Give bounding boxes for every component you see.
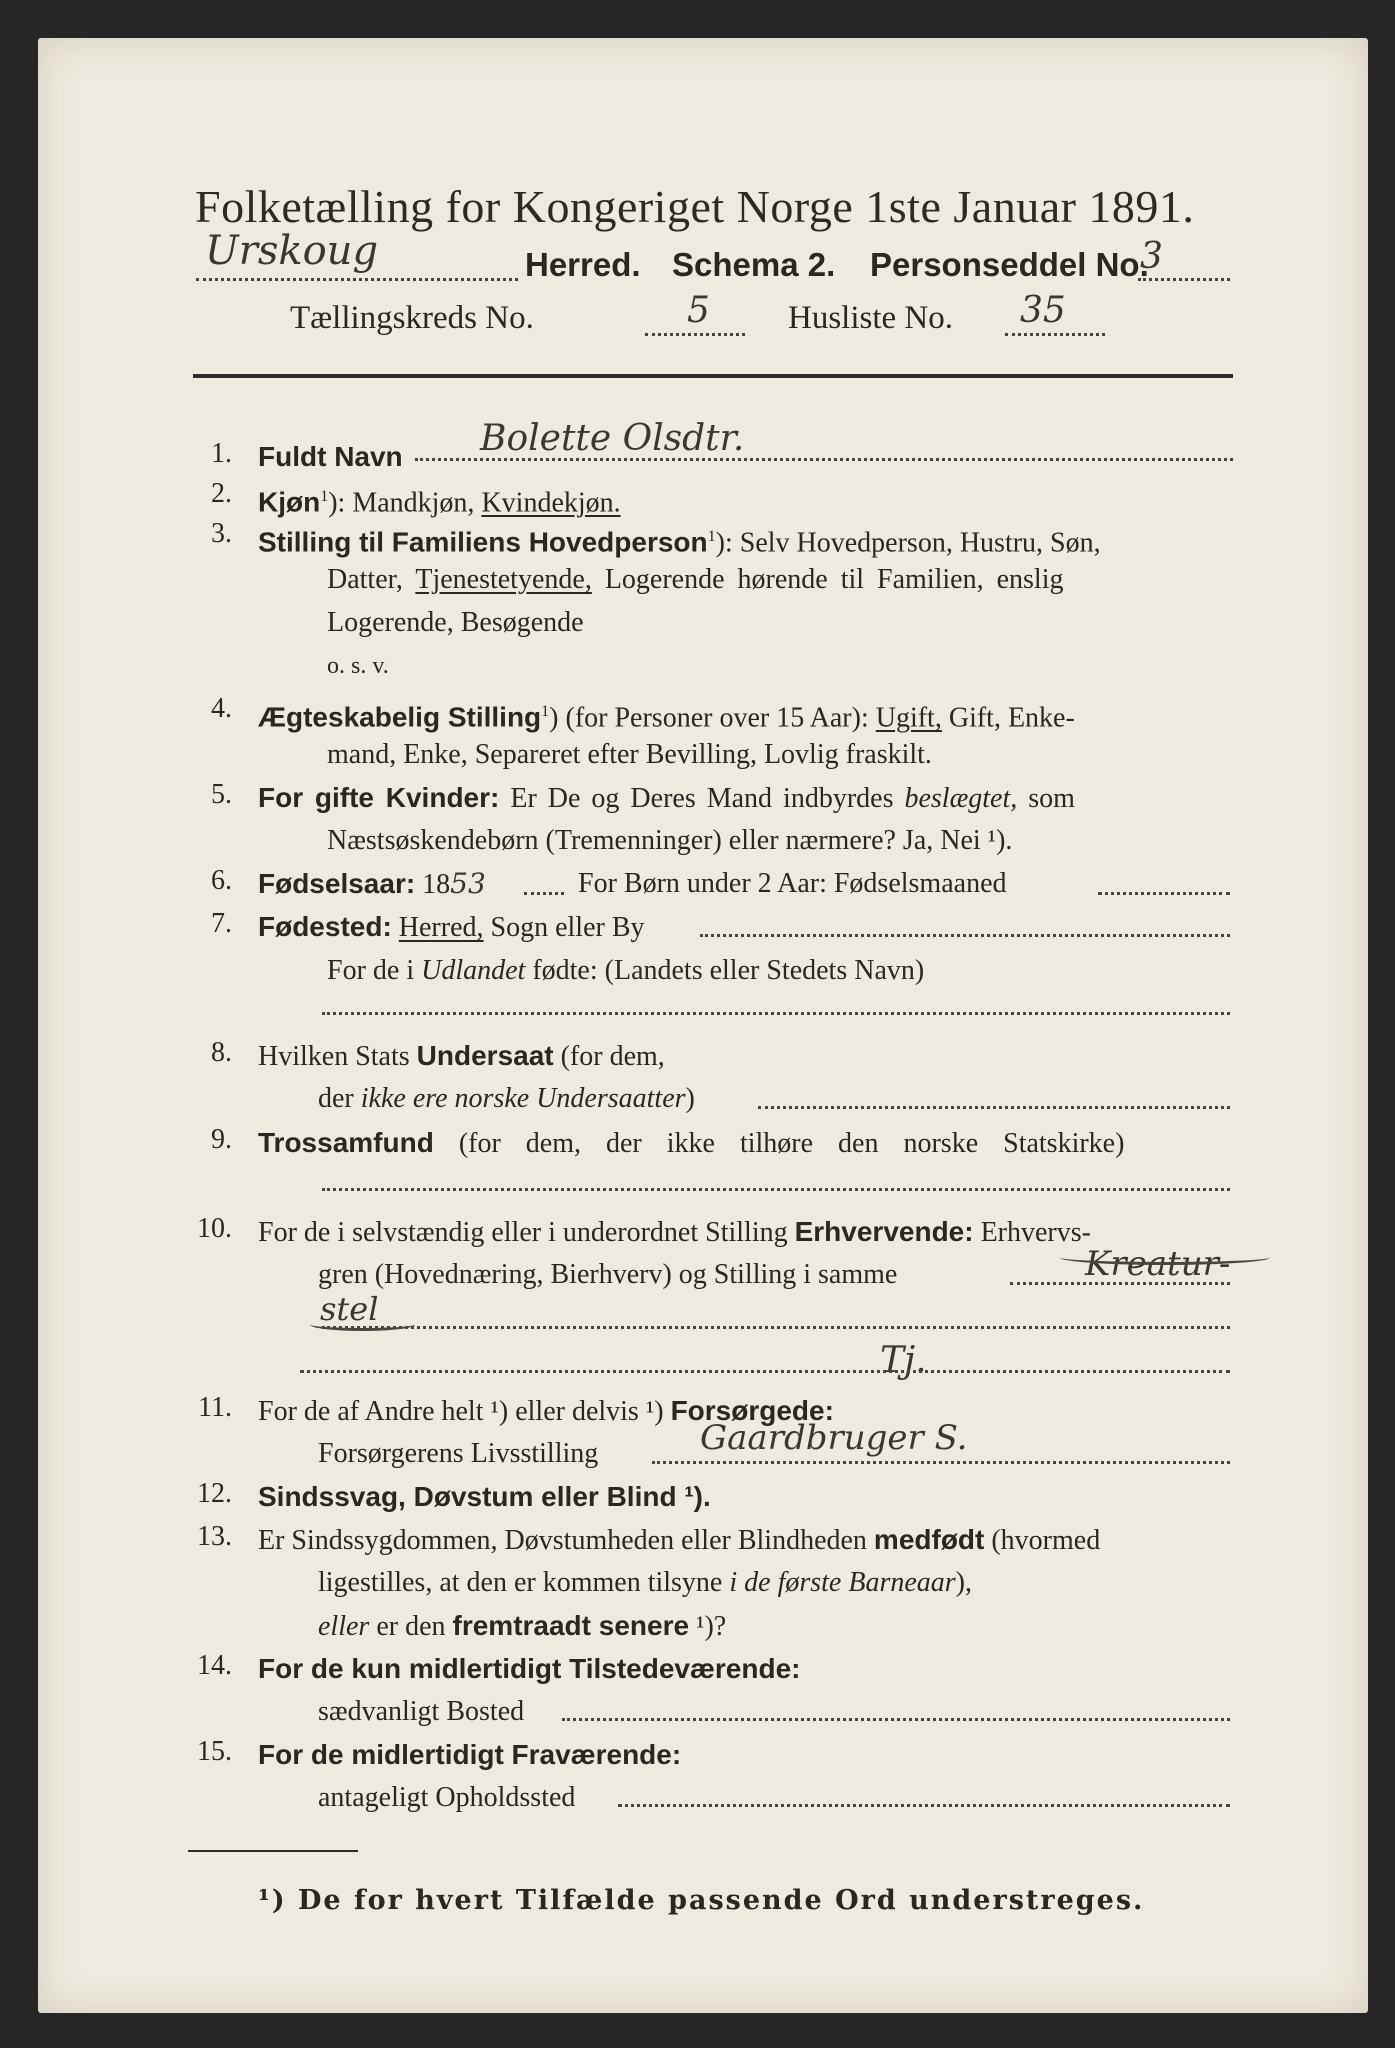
item-4-label: Ægteskabelig Stilling [258,701,542,733]
item-8-line-1: Hvilken Stats Undersaat (for dem, [258,1040,665,1072]
item-2-options: ): Mandkjøn, [328,487,475,519]
item-11-line-1: For de af Andre helt ¹) eller delvis ¹) Forsørgede: [258,1395,834,1427]
item-6-year-dots [524,892,564,895]
item-4-selected-ugift: Ugift, [875,702,942,734]
personseddel-dotted-line [1138,278,1230,281]
item-11-number: 11. [198,1392,232,1423]
item-2-number: 2. [211,478,232,509]
item-10-answer-line-2 [300,1370,1230,1373]
header-rule [193,374,1233,378]
item-3-line-1: Stilling til Familiens Hovedperson$^1$): Selv Hovedperson, Hustru, Søn, [258,526,1101,559]
item-12-number: 12. [197,1478,232,1509]
herred-value: Urskoug [205,228,379,274]
item-3-line-3: Logerende, Besøgende [327,607,584,638]
item-6-number: 6. [211,865,232,896]
item-8-dotted-line [758,1106,1230,1109]
item-3-number: 3. [211,518,232,549]
item-1-number: 1. [211,438,232,469]
footnote-rule [188,1850,358,1852]
schema-label: Schema 2. [672,246,836,283]
item-1-value-name: Bolette Olsdtr. [480,418,745,459]
item-11-line-2: Forsørgerens Livsstilling [318,1438,599,1469]
item-8-number: 8. [211,1037,232,1068]
item-3-label: Stilling til Familiens Hovedperson [258,526,708,558]
item-10-line-1: For de i selvstændig eller i underordnet Stilling Erhvervende: Erhvervs- [258,1216,1091,1248]
item-7-answer-line [322,1012,1230,1015]
husliste-label: Husliste No. [788,300,953,336]
item-6-year-value: 53 [450,867,486,900]
husliste-value: 35 [1020,290,1066,331]
item-10-answer-line-1 [322,1326,1230,1329]
item-13-line-2: ligestilles, at den er kommen tilsyne i de første Barneaar), [318,1567,972,1598]
item-10-number: 10. [197,1213,232,1244]
item-13-line-1: Er Sindssygdommen, Døvstumheden eller Blindheden medfødt (hvormed [258,1524,1101,1556]
item-14-label: For de kun midlertidigt Tilstedeværende: [258,1653,801,1684]
husliste-dotted-line [1005,333,1105,336]
item-11-value: Gaardbruger S. [700,1418,968,1458]
herred-dotted-line [196,278,518,281]
item-12-label: Sindssvag, Døvstum eller Blind ¹). [258,1481,711,1512]
item-10-value-kreatur: Kreatur- [1085,1244,1231,1284]
footnote: ¹) De for hvert Tilfælde passende Ord understreges. [258,1885,1145,1916]
item-4-number: 4. [211,693,232,724]
item-5-number: 5. [211,779,232,810]
kreds-value: 5 [687,290,710,331]
item-2-label: Kjøn [258,486,321,518]
herred-label: Herred. [525,246,641,283]
item-15-number: 15. [197,1736,232,1767]
item-15-line-2: antageligt Opholdssted [318,1782,576,1813]
item-11-dotted-line [652,1461,1230,1464]
item-13-number: 13. [197,1521,232,1552]
item-3-line-2: Datter, Tjenestetyende, Logerende hørende til Familien, enslig [327,564,1064,595]
item-14-line-2: sædvanligt Bosted [318,1696,525,1727]
item-15-dotted-line [618,1804,1230,1807]
item-6-dotted-line [1098,892,1230,895]
item-14-dotted-line [562,1718,1230,1721]
item-1-label: Fuldt Navn [258,441,403,472]
item-7-selected-herred: Herred, [398,912,484,943]
item-6-rest: For Børn under 2 Aar: Fødselsmaaned [578,868,1007,899]
item-9-number: 9. [211,1124,232,1155]
item-13-line-3: eller er den fremtraadt senere ¹)? [318,1610,727,1642]
item-7-dotted-line [700,934,1230,937]
kreds-label: Tællingskreds No. [290,300,534,336]
item-10-stroke-2 [310,1318,415,1331]
personseddel-label: Personseddel No. [870,246,1149,283]
item-7-number: 7. [211,908,232,939]
item-2-selected-kvindekjon: Kvindekjøn. [481,487,621,519]
item-2-footnote-mark: 1 [320,488,329,505]
kreds-dotted-line [645,333,745,336]
item-3-selected-tjenestetyende: Tjenestetyende, [415,564,592,595]
item-4-line-1: Ægteskabelig Stilling$^1$) (for Personer over 15 Aar): Ugift, Gift, Enke- [258,701,1075,734]
item-10-mark: Tj. [880,1340,927,1381]
item-7-line-1: Fødested: Herred, Sogn eller By [258,911,645,943]
item-10-line-2: gren (Hovednæring, Bierhverv) og Stilling i samme [318,1259,898,1290]
form-title: Folketælling for Kongeriget Norge 1ste Januar 1891. [195,181,1195,232]
personseddel-value: 3 [1140,236,1163,277]
item-9-line-1: Trossamfund (for dem, der ikke tilhøre den norske Statskirke) [258,1127,1125,1159]
item-3-line-4: o. s. v. [327,653,389,679]
item-5-line-1: For gifte Kvinder: Er De og Deres Mand indbyrdes beslægtet, som [258,782,1075,814]
item-6-year-prefix: 18 [422,869,451,900]
item-5-line-2: Næstsøskendebørn (Tremenninger) eller nærmere? Ja, Nei ¹). [327,825,1013,856]
item-14-number: 14. [197,1650,232,1681]
item-7-line-2: For de i Udlandet fødte: (Landets eller Stedets Navn) [327,955,925,986]
item-9-answer-line [322,1188,1230,1191]
item-15-label: For de midlertidigt Fraværende: [258,1739,682,1770]
item-10-underline-stroke [1060,1250,1270,1265]
item-6-label: Fødselsaar: 1853 [258,867,486,900]
item-4-line-2: mand, Enke, Separeret efter Bevilling, Lovlig fraskilt. [327,739,932,770]
item-8-line-2: der ikke ere norske Undersaatter) [318,1083,695,1114]
item-2-text [258,478,621,522]
item-10-value-stel: stel [320,1290,379,1328]
item-5-label: For gifte Kvinder: [258,782,500,813]
